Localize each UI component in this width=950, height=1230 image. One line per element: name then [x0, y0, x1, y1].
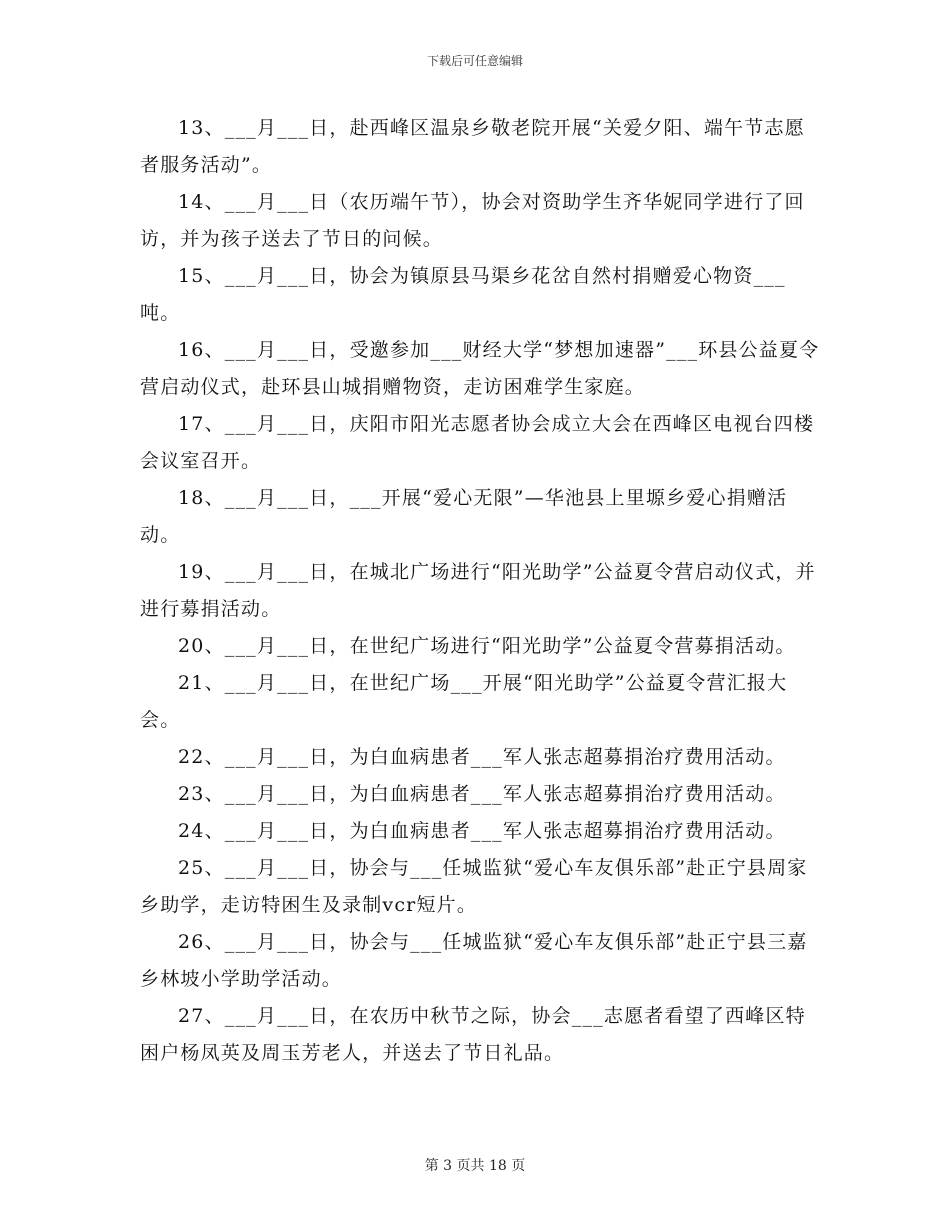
- paragraph-item-24: 24、___月___日，为白血病患者___军人张志超募捐治疗费用活动。: [178, 820, 786, 842]
- page-footer: 第 3 页共 18 页: [424, 1158, 526, 1174]
- paragraph-item-16: 16、___月___日，受邀参加___财经大学“梦想加速器”___环县公益夏令营启动仪式，赴环县山城捐赠物资，走访困难学生家庭。: [140, 339, 820, 398]
- paragraph-item-19: 19、___月___日，在城北广场进行“阳光助学”公益夏令营启动仪式，并进行募捐活动。: [140, 561, 816, 620]
- paragraph-item-20: 20、___月___日，在世纪广场进行“阳光助学”公益夏令营募捐活动。: [178, 635, 796, 657]
- paragraph-item-14: 14、___月___日（农历端午节），协会对资助学生齐华妮同学进行了回访，并为孩子送去了节日的问候。: [140, 191, 805, 250]
- paragraph-item-15: 15、___月___日，协会为镇原县马渠乡花岔自然村捐赠爱心物资___吨。: [140, 265, 786, 324]
- document-body: [140, 110, 820, 1072]
- paragraph-item-25: 25、___月___日，协会与___任城监狱“爱心车友俱乐部”赴正宁县周家乡助学，走访特困生及录制vcr短片。: [140, 857, 808, 916]
- paragraph-item-27: 27、___月___日，在农历中秋节之际，协会___志愿者看望了西峰区特困户杨凤英及周玉芳老人，并送去了节日礼品。: [140, 1005, 806, 1064]
- paragraph-item-22: 22、___月___日，为白血病患者___军人张志超募捐治疗费用活动。: [178, 746, 786, 768]
- paragraph-item-13: 13、___月___日，赴西峰区温泉乡敬老院开展“关爱夕阳、端午节志愿者服务活动”。: [140, 117, 805, 176]
- page-header: 下载后可任意编辑: [426, 54, 523, 68]
- paragraph-item-23: 23、___月___日，为白血病患者___军人张志超募捐治疗费用活动。: [178, 783, 786, 805]
- paragraph-item-21: 21、___月___日，在世纪广场___开展“阳光助学”公益夏令营汇报大会。: [140, 672, 788, 731]
- paragraph-item-26: 26、___月___日，协会与___任城监狱“爱心车友俱乐部”赴正宁县三嘉乡林坡小学助学活动。: [140, 931, 808, 990]
- paragraph-item-17: 17、___月___日，庆阳市阳光志愿者协会成立大会在西峰区电视台四楼会议室召开。: [140, 413, 815, 472]
- paragraph-item-18: 18、___月___日，___开展“爱心无限”—华池县上里塬乡爱心捐赠活动。: [140, 487, 788, 546]
